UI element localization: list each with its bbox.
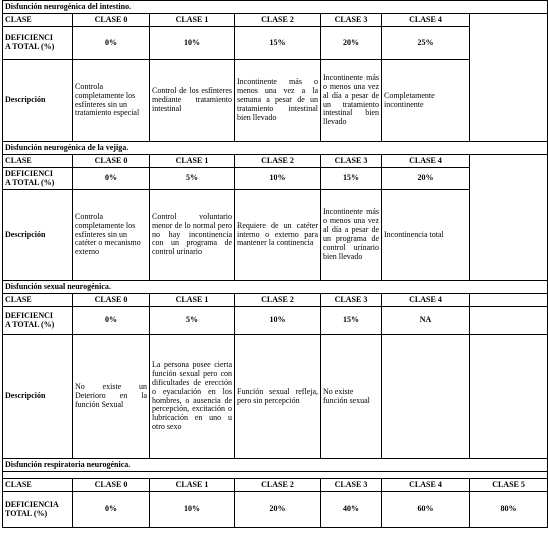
class-header-row bbox=[3, 479, 548, 492]
deficiency-value: 0% bbox=[73, 307, 150, 335]
section-title-row bbox=[3, 459, 548, 472]
class-label: CLASE bbox=[3, 14, 73, 27]
class-header: CLASE 0 bbox=[73, 155, 150, 168]
description-cell bbox=[382, 335, 470, 459]
deficiency-value: 10% bbox=[150, 27, 235, 60]
description-label: Descripción bbox=[3, 190, 73, 281]
description-row bbox=[3, 335, 548, 459]
deficiency-label: DEFICIENCI A TOTAL (%) bbox=[3, 27, 73, 60]
class-header: CLASE 5 bbox=[470, 479, 548, 492]
spacer-cell bbox=[3, 472, 548, 479]
class-header: CLASE 1 bbox=[150, 155, 235, 168]
description-cell: No existe función sexual bbox=[321, 335, 382, 459]
section-title: Disfunción neurogénica de la vejiga. bbox=[3, 142, 548, 155]
deficiency-value: 10% bbox=[235, 168, 321, 190]
deficiency-row bbox=[3, 168, 548, 190]
deficiency-value: 5% bbox=[150, 307, 235, 335]
class-header: CLASE 1 bbox=[150, 294, 235, 307]
deficiency-row bbox=[3, 27, 548, 60]
deficiency-value: 25% bbox=[382, 27, 470, 60]
class-header: CLASE 3 bbox=[321, 479, 382, 492]
disability-tables-document bbox=[2, 0, 547, 528]
description-row bbox=[3, 190, 548, 281]
class-header: CLASE 0 bbox=[73, 294, 150, 307]
deficiency-value: 20% bbox=[235, 492, 321, 528]
deficiency-value: 0% bbox=[73, 27, 150, 60]
description-row bbox=[3, 60, 548, 142]
disability-classification-table bbox=[2, 0, 548, 528]
class-header: CLASE 2 bbox=[235, 479, 321, 492]
class-header: CLASE 4 bbox=[382, 155, 470, 168]
deficiency-value: 40% bbox=[321, 492, 382, 528]
class-header: CLASE 1 bbox=[150, 479, 235, 492]
class-header: CLASE 0 bbox=[73, 14, 150, 27]
description-cell: Controla completamente los esfínteres sin un tratamiento especial bbox=[73, 60, 150, 142]
class-header-row bbox=[3, 155, 548, 168]
class-header: CLASE 2 bbox=[235, 294, 321, 307]
section-title: Disfunción sexual neurogénica. bbox=[3, 281, 548, 294]
deficiency-value: 20% bbox=[382, 168, 470, 190]
description-label: Descripción bbox=[3, 60, 73, 142]
class-header: CLASE 4 bbox=[382, 479, 470, 492]
class-label: CLASE bbox=[3, 294, 73, 307]
section-title-row bbox=[3, 1, 548, 14]
section-title-row bbox=[3, 142, 548, 155]
class-header: CLASE 2 bbox=[235, 14, 321, 27]
deficiency-value: 0% bbox=[73, 168, 150, 190]
description-cell: Incontinente más o menos una vez a la semana a pesar de un tratamiento intestinal bien llevado bbox=[235, 60, 321, 142]
empty-column-cell bbox=[470, 294, 548, 307]
class-header: CLASE 4 bbox=[382, 294, 470, 307]
deficiency-label: DEFICIENCIA TOTAL (%) bbox=[3, 492, 73, 528]
deficiency-value: 15% bbox=[321, 307, 382, 335]
empty-column-cell bbox=[470, 155, 548, 281]
deficiency-value: 0% bbox=[73, 492, 150, 528]
class-header: CLASE 3 bbox=[321, 294, 382, 307]
class-header: CLASE 0 bbox=[73, 479, 150, 492]
class-header: CLASE 3 bbox=[321, 14, 382, 27]
empty-column-cell bbox=[470, 14, 548, 142]
description-cell: Completamente incontinente bbox=[382, 60, 470, 142]
class-header-row bbox=[3, 14, 548, 27]
empty-column-cell bbox=[470, 335, 548, 459]
spacer-row bbox=[3, 472, 548, 479]
class-header: CLASE 1 bbox=[150, 14, 235, 27]
description-cell: No existe un Deterioro en la función Sexual bbox=[73, 335, 150, 459]
description-cell: Controla completamente los esfínteres sin un catéter o mecanismo externo bbox=[73, 190, 150, 281]
deficiency-value: 15% bbox=[235, 27, 321, 60]
deficiency-row bbox=[3, 307, 548, 335]
deficiency-value: 10% bbox=[150, 492, 235, 528]
description-cell: La persona posee cierta función sexual pero con dificultades de erección o eyaculación en los hombres, o ausencia de percepción, excitación o lubricación en uno u otro sexo bbox=[150, 335, 235, 459]
deficiency-value: 15% bbox=[321, 168, 382, 190]
empty-column-cell bbox=[470, 307, 548, 335]
class-header-row bbox=[3, 294, 548, 307]
description-cell: Control de los esfínteres mediante tratamiento intestinal bbox=[150, 60, 235, 142]
description-cell: Incontinente más o menos una vez al día a pesar de un programa de control urinario bien llevado bbox=[321, 190, 382, 281]
deficiency-label: DEFICIENCI A TOTAL (%) bbox=[3, 307, 73, 335]
section-title-row bbox=[3, 281, 548, 294]
description-cell: Función sexual refleja, pero sin percepción bbox=[235, 335, 321, 459]
class-header: CLASE 3 bbox=[321, 155, 382, 168]
class-header: CLASE 2 bbox=[235, 155, 321, 168]
deficiency-value: 60% bbox=[382, 492, 470, 528]
class-header: CLASE 4 bbox=[382, 14, 470, 27]
deficiency-row bbox=[3, 492, 548, 528]
deficiency-value: 20% bbox=[321, 27, 382, 60]
description-cell: Control voluntario menor de lo normal pero no hay incontinencia con un programa de control urinario bbox=[150, 190, 235, 281]
class-label: CLASE bbox=[3, 155, 73, 168]
deficiency-label: DEFICIENCI A TOTAL (%) bbox=[3, 168, 73, 190]
description-label: Descripción bbox=[3, 335, 73, 459]
description-cell: Incontinencia total bbox=[382, 190, 470, 281]
description-cell: Requiere de un catéter interno o externo para mantener la continencia bbox=[235, 190, 321, 281]
deficiency-value: 10% bbox=[235, 307, 321, 335]
deficiency-value: 80% bbox=[470, 492, 548, 528]
class-label: CLASE bbox=[3, 479, 73, 492]
description-cell: Incontinente más o menos una vez al día a pesar de un tratamiento intestinal bien llevado bbox=[321, 60, 382, 142]
deficiency-value: NA bbox=[382, 307, 470, 335]
deficiency-value: 5% bbox=[150, 168, 235, 190]
section-title: Disfunción respiratoria neurogénica. bbox=[3, 459, 548, 472]
section-title: Disfunción neurogénica del intestino. bbox=[3, 1, 548, 14]
